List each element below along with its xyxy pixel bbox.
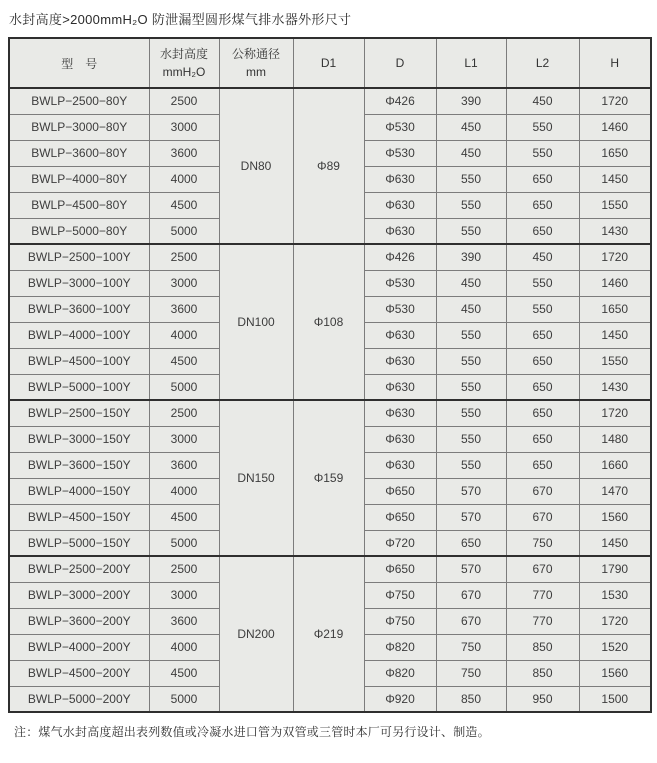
l2-cell: 750 [506, 530, 579, 556]
seal-height-cell: 3000 [149, 114, 219, 140]
h-cell: 1450 [579, 530, 651, 556]
l2-cell: 650 [506, 452, 579, 478]
model-cell: BWLP−4500−100Y [9, 348, 149, 374]
header-label: D [395, 56, 405, 70]
seal-height-cell: 2500 [149, 400, 219, 426]
l2-cell: 950 [506, 686, 579, 712]
d-cell: Φ750 [364, 608, 436, 634]
l1-cell: 570 [436, 478, 506, 504]
l1-cell: 550 [436, 348, 506, 374]
h-cell: 1720 [579, 608, 651, 634]
h-cell: 1560 [579, 504, 651, 530]
l1-cell: 450 [436, 296, 506, 322]
h-cell: 1520 [579, 634, 651, 660]
d-cell: Φ920 [364, 686, 436, 712]
l1-cell: 550 [436, 166, 506, 192]
seal-height-cell: 4500 [149, 660, 219, 686]
h-cell: 1720 [579, 244, 651, 270]
seal-height-cell: 4000 [149, 634, 219, 660]
h-cell: 1660 [579, 452, 651, 478]
l1-cell: 550 [436, 374, 506, 400]
header-label: 水封高度 [159, 47, 208, 61]
l2-cell: 450 [506, 244, 579, 270]
spec-table-body [9, 88, 651, 712]
seal-height-cell: 3600 [149, 296, 219, 322]
h-cell: 1430 [579, 218, 651, 244]
l2-cell: 670 [506, 478, 579, 504]
model-cell: BWLP−3600−150Y [9, 452, 149, 478]
model-cell: BWLP−3000−100Y [9, 270, 149, 296]
nominal-diameter-cell: DN150 [219, 400, 293, 556]
model-cell: BWLP−4000−150Y [9, 478, 149, 504]
seal-height-cell: 4000 [149, 322, 219, 348]
d-cell: Φ630 [364, 348, 436, 374]
seal-height-cell: 5000 [149, 530, 219, 556]
l1-cell: 550 [436, 400, 506, 426]
d-cell: Φ650 [364, 478, 436, 504]
l1-cell: 570 [436, 504, 506, 530]
seal-height-cell: 4500 [149, 192, 219, 218]
model-cell: BWLP−3000−150Y [9, 426, 149, 452]
l2-cell: 650 [506, 166, 579, 192]
h-cell: 1720 [579, 400, 651, 426]
h-cell: 1530 [579, 582, 651, 608]
l1-cell: 550 [436, 192, 506, 218]
header-label: 型 号 [61, 56, 98, 71]
h-cell: 1470 [579, 478, 651, 504]
model-cell: BWLP−5000−100Y [9, 374, 149, 400]
l2-cell: 650 [506, 348, 579, 374]
l2-cell: 770 [506, 608, 579, 634]
l2-cell: 670 [506, 556, 579, 582]
header-label: L2 [535, 56, 550, 70]
col-header-d1 [293, 38, 364, 88]
l2-cell: 650 [506, 426, 579, 452]
h-cell: 1430 [579, 374, 651, 400]
h-cell: 1550 [579, 348, 651, 374]
model-cell: BWLP−3600−100Y [9, 296, 149, 322]
l2-cell: 850 [506, 660, 579, 686]
col-header-h [579, 38, 651, 88]
l1-cell: 850 [436, 686, 506, 712]
model-cell: BWLP−2500−80Y [9, 88, 149, 114]
l2-cell: 850 [506, 634, 579, 660]
d-cell: Φ630 [364, 322, 436, 348]
d-cell: Φ426 [364, 244, 436, 270]
nominal-diameter-cell: DN200 [219, 556, 293, 712]
h-cell: 1650 [579, 140, 651, 166]
seal-height-cell: 3600 [149, 140, 219, 166]
model-cell: BWLP−3000−80Y [9, 114, 149, 140]
col-header-nominal-diameter [219, 38, 293, 88]
l2-cell: 550 [506, 296, 579, 322]
l2-cell: 550 [506, 270, 579, 296]
d-cell: Φ630 [364, 166, 436, 192]
model-cell: BWLP−4500−200Y [9, 660, 149, 686]
d-cell: Φ820 [364, 634, 436, 660]
l2-cell: 650 [506, 400, 579, 426]
h-cell: 1650 [579, 296, 651, 322]
nominal-diameter-cell: DN80 [219, 88, 293, 244]
l1-cell: 450 [436, 140, 506, 166]
d1-cell: Φ219 [293, 556, 364, 712]
d-cell: Φ650 [364, 556, 436, 582]
spec-table [8, 37, 652, 713]
model-cell: BWLP−3600−200Y [9, 608, 149, 634]
seal-height-cell: 4000 [149, 478, 219, 504]
h-cell: 1560 [579, 660, 651, 686]
h-cell: 1790 [579, 556, 651, 582]
seal-height-cell: 3000 [149, 426, 219, 452]
d-cell: Φ530 [364, 270, 436, 296]
nominal-diameter-cell: DN100 [219, 244, 293, 400]
l2-cell: 670 [506, 504, 579, 530]
l2-cell: 770 [506, 582, 579, 608]
d-cell: Φ530 [364, 296, 436, 322]
d1-cell: Φ159 [293, 400, 364, 556]
seal-height-cell: 4000 [149, 166, 219, 192]
footnote-text: 注：煤气水封高度超出表列数值或冷凝水进口管为双管或三管时本厂可另行设计、制造。 [14, 725, 490, 739]
model-cell: BWLP−4500−150Y [9, 504, 149, 530]
d-cell: Φ530 [364, 140, 436, 166]
l1-cell: 550 [436, 452, 506, 478]
d1-cell: Φ108 [293, 244, 364, 400]
l1-cell: 550 [436, 218, 506, 244]
h-cell: 1460 [579, 114, 651, 140]
l2-cell: 650 [506, 218, 579, 244]
h-cell: 1550 [579, 192, 651, 218]
seal-height-cell: 3600 [149, 452, 219, 478]
header-label: D1 [320, 56, 337, 70]
header-label: 公称通径 [231, 47, 280, 61]
h-cell: 1720 [579, 88, 651, 114]
h-cell: 1480 [579, 426, 651, 452]
table-row [9, 400, 651, 426]
header-unit: mmH₂O [162, 65, 206, 79]
page-title: 水封高度>2000mmH₂O 防泄漏型圆形煤气排水器外形尺寸 [9, 12, 352, 27]
table-row [9, 88, 651, 114]
l2-cell: 550 [506, 114, 579, 140]
l2-cell: 650 [506, 374, 579, 400]
l2-cell: 550 [506, 140, 579, 166]
l1-cell: 550 [436, 426, 506, 452]
seal-height-cell: 5000 [149, 374, 219, 400]
h-cell: 1450 [579, 166, 651, 192]
seal-height-cell: 3600 [149, 608, 219, 634]
l2-cell: 450 [506, 88, 579, 114]
model-cell: BWLP−5000−80Y [9, 218, 149, 244]
d-cell: Φ426 [364, 88, 436, 114]
model-cell: BWLP−2500−100Y [9, 244, 149, 270]
seal-height-cell: 4500 [149, 504, 219, 530]
model-cell: BWLP−4500−80Y [9, 192, 149, 218]
model-cell: BWLP−2500−200Y [9, 556, 149, 582]
seal-height-cell: 3000 [149, 582, 219, 608]
d-cell: Φ720 [364, 530, 436, 556]
model-cell: BWLP−4000−200Y [9, 634, 149, 660]
d-cell: Φ820 [364, 660, 436, 686]
seal-height-cell: 2500 [149, 244, 219, 270]
col-header-seal-height [149, 38, 219, 88]
d-cell: Φ630 [364, 452, 436, 478]
model-cell: BWLP−2500−150Y [9, 400, 149, 426]
seal-height-cell: 5000 [149, 686, 219, 712]
l1-cell: 670 [436, 608, 506, 634]
d-cell: Φ630 [364, 374, 436, 400]
seal-height-cell: 4500 [149, 348, 219, 374]
d-cell: Φ630 [364, 426, 436, 452]
l2-cell: 650 [506, 322, 579, 348]
l1-cell: 670 [436, 582, 506, 608]
l1-cell: 390 [436, 88, 506, 114]
col-header-model [9, 38, 149, 88]
l1-cell: 750 [436, 660, 506, 686]
d-cell: Φ750 [364, 582, 436, 608]
seal-height-cell: 2500 [149, 88, 219, 114]
model-cell: BWLP−5000−200Y [9, 686, 149, 712]
col-header-l1 [436, 38, 506, 88]
l1-cell: 570 [436, 556, 506, 582]
l1-cell: 550 [436, 322, 506, 348]
table-row [9, 244, 651, 270]
model-cell: BWLP−4000−100Y [9, 322, 149, 348]
d-cell: Φ630 [364, 400, 436, 426]
header-label: L1 [464, 56, 478, 70]
l2-cell: 650 [506, 192, 579, 218]
seal-height-cell: 5000 [149, 218, 219, 244]
model-cell: BWLP−3000−200Y [9, 582, 149, 608]
l1-cell: 450 [436, 114, 506, 140]
model-cell: BWLP−4000−80Y [9, 166, 149, 192]
l1-cell: 750 [436, 634, 506, 660]
l1-cell: 650 [436, 530, 506, 556]
h-cell: 1460 [579, 270, 651, 296]
d-cell: Φ630 [364, 218, 436, 244]
table-row [9, 556, 651, 582]
d-cell: Φ630 [364, 192, 436, 218]
model-cell: BWLP−5000−150Y [9, 530, 149, 556]
h-cell: 1500 [579, 686, 651, 712]
col-header-d [364, 38, 436, 88]
header-row [9, 38, 651, 88]
seal-height-cell: 2500 [149, 556, 219, 582]
spec-table-header [9, 38, 651, 88]
d-cell: Φ530 [364, 114, 436, 140]
d1-cell: Φ89 [293, 88, 364, 244]
l1-cell: 450 [436, 270, 506, 296]
l1-cell: 390 [436, 244, 506, 270]
header-unit: mm [246, 65, 266, 79]
model-cell: BWLP−3600−80Y [9, 140, 149, 166]
h-cell: 1450 [579, 322, 651, 348]
seal-height-cell: 3000 [149, 270, 219, 296]
header-label: H [610, 56, 620, 70]
d-cell: Φ650 [364, 504, 436, 530]
col-header-l2 [506, 38, 579, 88]
